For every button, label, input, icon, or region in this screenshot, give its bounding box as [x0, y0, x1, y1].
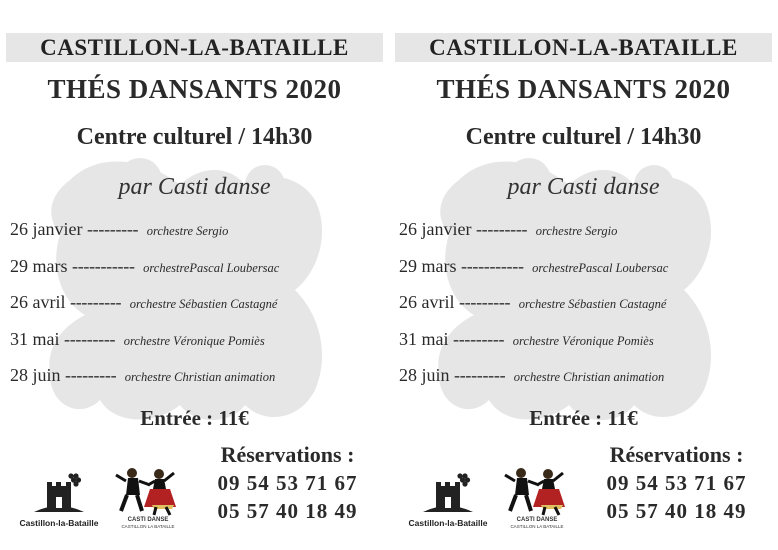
entry-price: Entrée : 11€: [529, 406, 638, 430]
phone-number: 05 57 40 18 49: [217, 499, 358, 523]
flyer-right: [389, 0, 778, 550]
reservations-label: Réservations :: [220, 442, 355, 467]
schedule-dashes: ---------: [64, 328, 116, 349]
schedule-orchestra: orchestrePascal Loubersac: [143, 260, 280, 275]
schedule-row: [10, 256, 382, 293]
schedule-orchestra: orchestre Véronique Pomiès: [123, 333, 265, 348]
schedule-orchestra: orchestre Sébastien Castagné: [129, 297, 278, 311]
reservations-block: [594, 441, 759, 525]
entry-price: Entrée : 11€: [140, 406, 249, 430]
schedule-list: [399, 219, 771, 402]
venue-time: Centre culturel / 14h30: [76, 124, 313, 150]
venue-time: Centre culturel / 14h30: [465, 124, 702, 150]
schedule-row: [399, 219, 771, 256]
organizer: par Casti danse: [118, 174, 271, 200]
town-logo-caption: Castillon-la-Bataille: [408, 518, 488, 528]
schedule-orchestra: orchestre Sergio: [146, 224, 229, 238]
town-logo: [403, 470, 493, 530]
schedule-date: 26 avril: [399, 292, 455, 312]
schedule-date: 28 juin: [399, 365, 450, 385]
schedule-orchestra: orchestre Véronique Pomiès: [512, 333, 654, 348]
event-title: THÉS DANSANTS 2020: [436, 74, 731, 104]
schedule-date: 26 janvier: [399, 219, 472, 239]
schedule-date: 26 janvier: [10, 219, 83, 239]
schedule-row: [10, 329, 382, 366]
phone-number: 09 54 53 71 67: [217, 471, 358, 495]
event-title: THÉS DANSANTS 2020: [47, 74, 342, 104]
schedule-row: [399, 292, 771, 329]
organizer: par Casti danse: [507, 174, 660, 200]
reservations-label: Réservations :: [609, 442, 744, 467]
schedule-row: [399, 329, 771, 366]
schedule-date: 29 mars: [10, 255, 68, 276]
schedule-date: 29 mars: [399, 255, 457, 276]
schedule-date: 31 mai: [399, 328, 449, 349]
dancing-couple-icon: [501, 465, 573, 517]
schedule-row: [10, 365, 382, 402]
schedule-list: [10, 219, 382, 402]
schedule-date: 28 juin: [10, 365, 61, 385]
schedule-date: 31 mai: [10, 328, 60, 349]
town-logo: [14, 470, 104, 530]
town-banner: CASTILLON-LA-BATAILLE: [395, 33, 772, 62]
schedule-orchestra: orchestre Christian animation: [513, 370, 665, 384]
schedule-orchestra: orchestre Sébastien Castagné: [518, 297, 667, 311]
schedule-dashes: ---------: [459, 292, 511, 312]
schedule-dashes: ---------: [475, 219, 528, 239]
schedule-row: [399, 365, 771, 402]
dance-club-caption: CASTI DANSE: [127, 517, 169, 523]
dance-club-logo: [501, 465, 573, 535]
schedule-orchestra: orchestrePascal Loubersac: [532, 260, 669, 275]
dance-club-logo: [112, 465, 184, 535]
schedule-row: [399, 256, 771, 293]
dancing-couple-icon: [112, 465, 184, 517]
phone-number: 09 54 53 71 67: [606, 471, 747, 495]
schedule-date: 26 avril: [10, 292, 66, 312]
castle-grapes-icon: [403, 470, 493, 518]
dance-club-caption: CASTI DANSE: [516, 517, 558, 523]
schedule-dashes: -----------: [72, 255, 135, 276]
schedule-row: [10, 219, 382, 256]
schedule-orchestra: orchestre Sergio: [535, 224, 618, 238]
dance-club-subcaption: CASTILLON LA BATAILLE: [510, 524, 564, 529]
schedule-dashes: ---------: [453, 328, 505, 349]
schedule-row: [10, 292, 382, 329]
schedule-dashes: ---------: [65, 365, 117, 385]
schedule-dashes: ---------: [86, 219, 139, 239]
reservations-block: [205, 441, 370, 525]
schedule-dashes: ---------: [70, 292, 122, 312]
schedule-dashes: ---------: [454, 365, 506, 385]
phone-number: 05 57 40 18 49: [606, 499, 747, 523]
dance-club-subcaption: CASTILLON LA BATAILLE: [121, 524, 175, 529]
town-logo-caption: Castillon-la-Bataille: [19, 518, 99, 528]
schedule-dashes: -----------: [461, 255, 524, 276]
town-banner: CASTILLON-LA-BATAILLE: [6, 33, 383, 62]
schedule-orchestra: orchestre Christian animation: [124, 370, 276, 384]
castle-grapes-icon: [14, 470, 104, 518]
